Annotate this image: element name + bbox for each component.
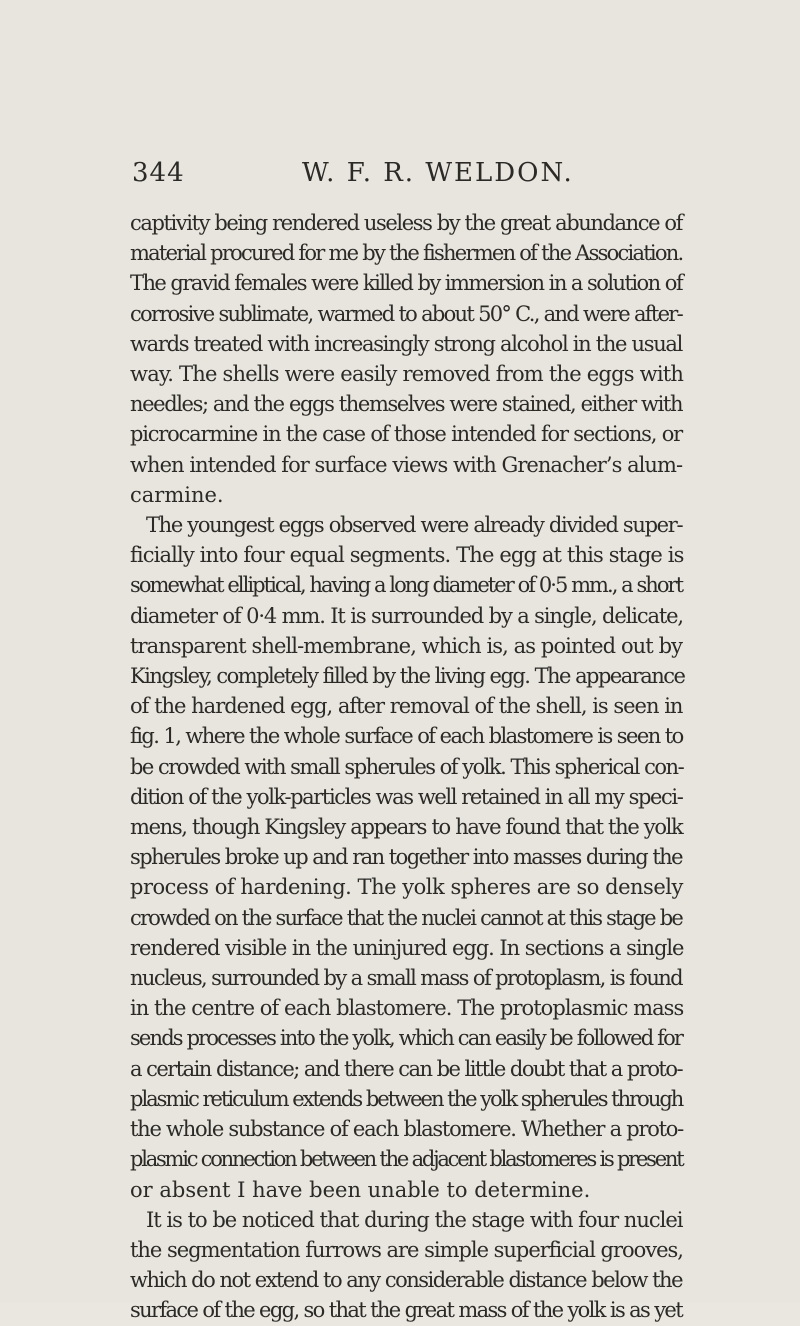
- text-line: corrosive sublimate, warmed to about 50° C., and were after-: [130, 301, 682, 326]
- text-line: The gravid females were killed by immersion in a solution of: [130, 271, 683, 296]
- text-line: a certain distance; and there can be little doubt that a proto-: [130, 1056, 682, 1081]
- text-line: carmine.: [130, 482, 224, 507]
- running-head: W. F. R. WELDON.: [302, 158, 574, 188]
- text-line: of the hardened egg, after removal of the shell, is seen in: [130, 694, 683, 719]
- text-line: It is to be noticed that during the stage with four nuclei: [146, 1207, 683, 1232]
- text-line: in the centre of each blastomere. The protoplasmic mass: [130, 996, 684, 1021]
- text-line: or absent I have been unable to determine.: [130, 1177, 591, 1202]
- page-number: 344: [132, 158, 185, 188]
- text-line: The youngest eggs observed were already divided super-: [146, 513, 683, 538]
- text-line: somewhat elliptical, having a long diameter of 0·5 mm., a short: [130, 573, 683, 598]
- text-line: diameter of 0·4 mm. It is surrounded by a single, delicate,: [130, 603, 683, 628]
- text-line: crowded on the surface that the nuclei cannot at this stage be: [130, 905, 682, 930]
- text-line: Kingsley, completely filled by the living egg. The appearance: [130, 664, 685, 689]
- text-line: material procured for me by the fishermen of the Association.: [130, 241, 683, 266]
- paragraph-1: [130, 208, 682, 510]
- text-line: when intended for surface views with Grenacher’s alum-: [130, 452, 683, 477]
- text-line: wards treated with increasingly strong alcohol in the usual: [130, 331, 682, 356]
- text-line: rendered visible in the uninjured egg. In sections a single: [130, 935, 684, 960]
- text-line: the segmentation furrows are simple superficial grooves,: [130, 1237, 683, 1262]
- page-header: [132, 158, 732, 198]
- text-line: surface of the egg, so that the great mass of the yolk is as yet: [130, 1298, 682, 1323]
- text-line: which do not extend to any considerable distance below the: [130, 1268, 683, 1293]
- text-line: be crowded with small spherules of yolk. This spherical con-: [130, 754, 684, 779]
- text-line: sends processes into the yolk, which can easily be followed for: [130, 1026, 683, 1051]
- text-line: plasmic connection between the adjacent blastomeres is present: [130, 1147, 683, 1172]
- text-line: needles; and the eggs themselves were stained, either with: [130, 392, 683, 417]
- text-line: transparent shell-membrane, which is, as pointed out by: [130, 633, 683, 658]
- text-line: picrocarmine in the case of those intended for sections, or: [130, 422, 682, 447]
- text-line: ficially into four equal segments. The egg at this stage is: [130, 543, 684, 568]
- paragraph-2: [130, 510, 685, 1205]
- text-line: process of hardening. The yolk spheres are so densely: [130, 875, 683, 900]
- text-line: fig. 1, where the whole surface of each blastomere is seen to: [130, 724, 683, 749]
- text-line: dition of the yolk-particles was well retained in all my speci-: [130, 784, 683, 809]
- text-line: nucleus, surrounded by a small mass of protoplasm, is found: [130, 966, 682, 991]
- text-line: spherules broke up and ran together into masses during the: [130, 845, 682, 870]
- paragraph-3: [130, 1205, 682, 1326]
- text-line: plasmic reticulum extends between the yolk spherules through: [130, 1086, 683, 1111]
- text-line: captivity being rendered useless by the great abundance of: [130, 211, 682, 235]
- text-line: mens, though Kingsley appears to have found that the yolk: [130, 815, 683, 840]
- text-body: [130, 208, 685, 1326]
- text-line: the whole substance of each blastomere. Whether a proto-: [130, 1117, 683, 1142]
- text-line: way. The shells were easily removed from the eggs with: [130, 362, 684, 387]
